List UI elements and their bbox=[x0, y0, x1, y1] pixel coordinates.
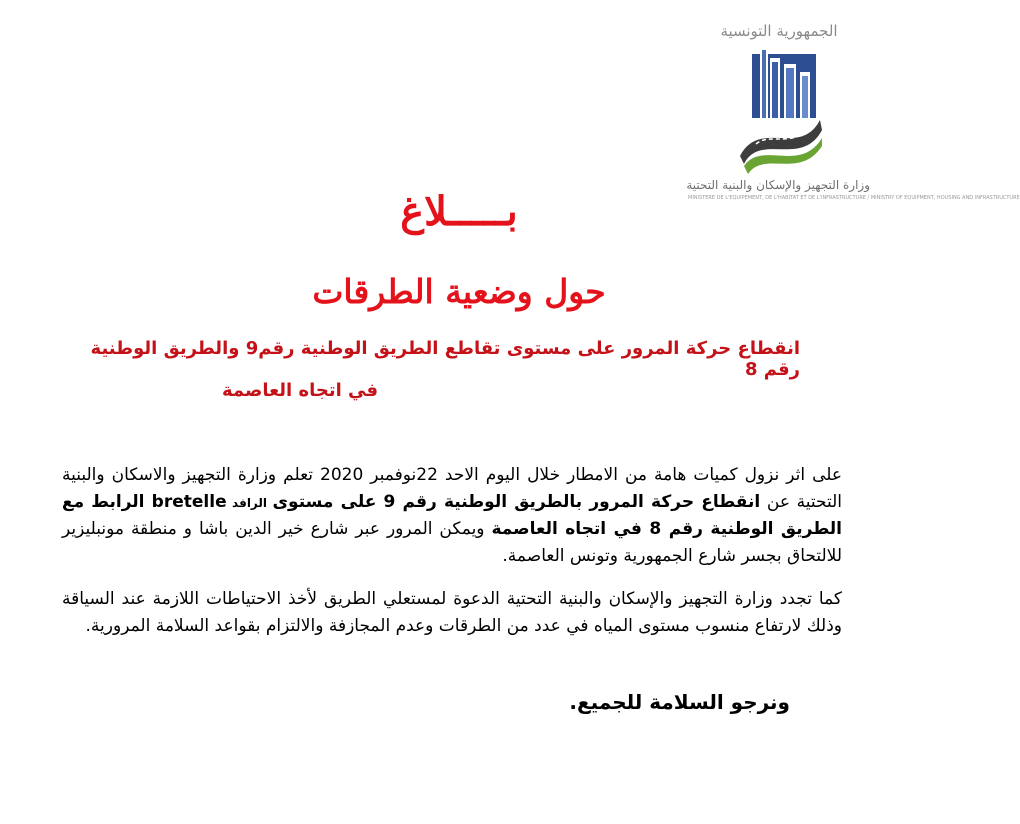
document-subtitle: حول وضعية الطرقات bbox=[312, 272, 606, 311]
paragraph-1-bold-small: الرافد bbox=[226, 495, 273, 510]
paragraph-1-text-b: ويمكن المرور عبر شارع خير الدين باشا و منطقة مونبليزير للالتحاق بجسر شارع الجمهورية وتونس العاصمة. bbox=[62, 519, 842, 566]
paragraph-1 bbox=[62, 462, 842, 569]
closing-line: ونرجو السلامة للجميع. bbox=[569, 690, 790, 714]
paragraph-2: كما تجدد وزارة التجهيز والإسكان والبنية التحتية الدعوة لمستعلي الطريق لأخذ الاحتياطات اللازمة عند السياقة وذلك لارتفاع منسوب مستوى المياه في عدد من الطرقات وعدم المجازفة والالتزام بقواعد السلامة المرورية. bbox=[62, 589, 842, 636]
document-title: بـــــلاغ bbox=[400, 188, 518, 235]
paragraph-1-bold-a: انقطاع حركة المرور بالطريق الوطنية رقم 9 على مستوى bbox=[272, 491, 761, 512]
paragraph-1-bold-b: bretelle الرابط مع الطريق الوطنية رقم 8 في اتجاه العاصمة bbox=[62, 491, 842, 539]
headline-line-2: في اتجاه العاصمة bbox=[221, 380, 379, 401]
ministry-name-arabic: وزارة التجهيز والإسكان والبنية التحتية bbox=[686, 178, 870, 192]
paragraph-1-text-a: على اثر نزول كميات هامة من الامطار خلال اليوم الاحد 22نوفمبر 2020 تعلم وزارة التجهيز والاسكان والبنية التحتية عن bbox=[62, 465, 843, 512]
republic-header: الجمهورية التونسية bbox=[720, 22, 838, 40]
headline-line-1: انقطاع حركة المرور على مستوى تقاطع الطريق الوطنية رقم9 والطريق الوطنية رقم 8 bbox=[90, 338, 800, 380]
ministry-name-latin: MINISTERE DE L'EQUIPEMENT, DE L'HABITAT ET DE L'INFRASTRUCTURE / MINISTRY OF EQUIPMENT, HOUSING AND INFRASTRUCTURE bbox=[688, 195, 1020, 201]
ministry-logo bbox=[730, 48, 826, 180]
